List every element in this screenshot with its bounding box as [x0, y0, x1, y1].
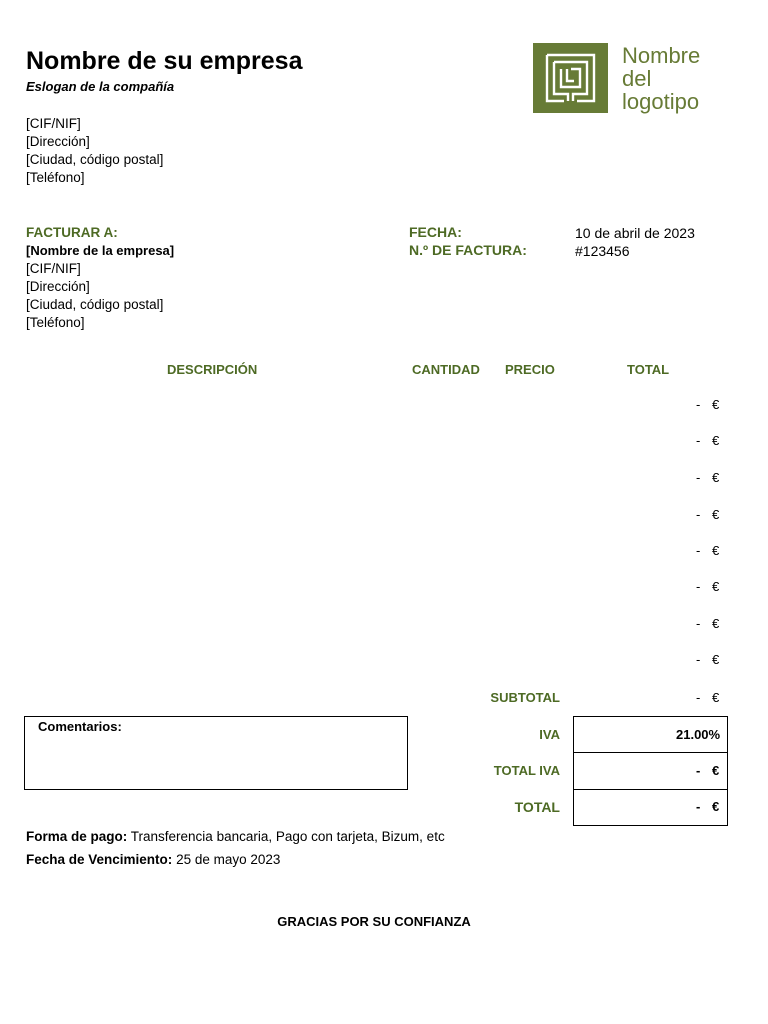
table-row — [0, 579, 768, 599]
company-phone: [Teléfono] — [26, 170, 85, 185]
subtotal-value: - — [696, 690, 701, 705]
due-date-value: 25 de mayo 2023 — [176, 852, 281, 867]
logo-text-line3: logotipo — [622, 89, 700, 114]
totals-divider — [573, 789, 728, 790]
row-currency: € — [712, 470, 720, 485]
bill-to-name: [Nombre de la empresa] — [26, 243, 175, 258]
invoice-number-value: #123456 — [575, 243, 630, 259]
header-total: TOTAL — [627, 362, 670, 377]
table-row — [0, 652, 768, 672]
bill-to-address: [Dirección] — [26, 279, 90, 294]
total-iva-value: - — [696, 763, 701, 778]
total-value: - — [696, 799, 701, 814]
payment-value: Transferencia bancaria, Pago con tarjeta, Bizum, etc — [130, 829, 445, 844]
table-row — [0, 616, 768, 636]
totals-divider — [573, 752, 728, 753]
due-date-line — [26, 852, 280, 867]
row-currency: € — [712, 579, 720, 594]
company-address: [Dirección] — [26, 134, 90, 149]
date-value: 10 de abril de 2023 — [575, 225, 695, 241]
table-row — [0, 397, 768, 417]
bill-to-heading: FACTURAR A: — [26, 225, 118, 240]
row-currency: € — [712, 433, 720, 448]
header-description: DESCRIPCIÓN — [167, 362, 258, 377]
logo-text-line1: Nombre — [622, 43, 701, 68]
invoice-number-label: N.º DE FACTURA: — [409, 242, 527, 258]
payment-line — [26, 829, 445, 844]
date-label: FECHA: — [409, 224, 462, 240]
thanks-message: GRACIAS POR SU CONFIANZA — [277, 914, 471, 929]
iva-label: IVA — [539, 727, 560, 742]
total-label: TOTAL — [514, 799, 560, 815]
table-row — [0, 543, 768, 563]
row-currency: € — [712, 543, 720, 558]
row-total: - — [696, 579, 701, 594]
comments-box[interactable] — [24, 716, 408, 790]
maze-logo-icon — [533, 43, 608, 113]
total-iva-currency: € — [712, 763, 720, 778]
table-row — [0, 433, 768, 453]
row-currency: € — [712, 652, 720, 667]
subtotal-currency: € — [712, 690, 720, 705]
company-cif: [CIF/NIF] — [26, 116, 81, 131]
row-currency: € — [712, 616, 720, 631]
table-row — [0, 470, 768, 490]
company-city: [Ciudad, código postal] — [26, 152, 164, 167]
row-total: - — [696, 397, 701, 412]
total-currency: € — [712, 799, 720, 814]
iva-value: 21.00% — [676, 727, 721, 742]
row-total: - — [696, 652, 701, 667]
row-total: - — [696, 507, 701, 522]
logo-text-line2: del — [622, 66, 652, 91]
total-iva-label: TOTAL IVA — [493, 763, 560, 778]
row-total: - — [696, 543, 701, 558]
logo-text — [622, 44, 700, 113]
bill-to-phone: [Teléfono] — [26, 315, 85, 330]
row-currency: € — [712, 397, 720, 412]
subtotal-label: SUBTOTAL — [490, 690, 560, 705]
row-total: - — [696, 433, 701, 448]
bill-to-cif: [CIF/NIF] — [26, 261, 81, 276]
payment-label: Forma de pago: — [26, 829, 128, 844]
row-total: - — [696, 470, 701, 485]
bill-to-city: [Ciudad, código postal] — [26, 297, 164, 312]
table-row — [0, 507, 768, 527]
comments-label: Comentarios: — [38, 719, 122, 734]
header-price: PRECIO — [505, 362, 555, 377]
row-total: - — [696, 616, 701, 631]
company-slogan: Eslogan de la compañía — [26, 79, 175, 94]
company-name: Nombre de su empresa — [26, 47, 303, 75]
row-currency: € — [712, 507, 720, 522]
due-date-label: Fecha de Vencimiento: — [26, 852, 173, 867]
header-quantity: CANTIDAD — [412, 362, 480, 377]
